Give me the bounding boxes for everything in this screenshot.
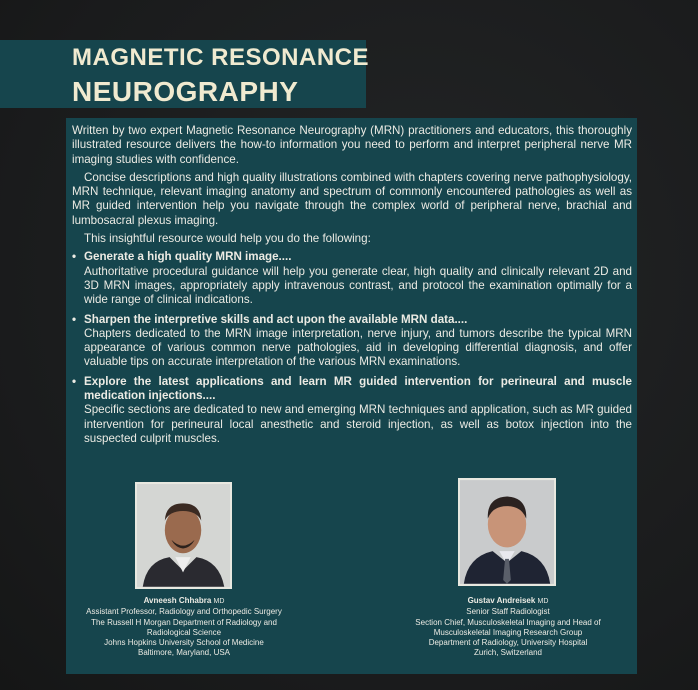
author-photo-chhabra [135,482,232,589]
bullet-heading: Generate a high quality MRN image.... [84,250,292,264]
person-portrait-icon [460,480,554,584]
author-affiliation-line: Musculoskeletal Imaging Research Group [433,627,583,637]
bullet-icon: • [72,250,77,264]
author-affiliation-line: Johns Hopkins University School of Medicine [104,638,264,648]
title-line-2: NEUROGRAPHY [72,76,299,107]
author-affiliation-line: Senior Staff Radiologist [466,607,550,617]
bullet-icon: • [72,312,77,326]
author-degree: MD [537,598,549,605]
description-text [72,124,632,450]
bullet-text: Specific sections are dedicated to new and emerging MRN techniques and application, such as MR guided intervention for perineural local anesthetic and steroid injection, as well as botox injection into the suspected culprit muscles. [84,403,632,445]
bullet-icon: • [72,374,77,388]
bullet-heading: Explore the latest applications and learn MR guided intervention for perineural and muscle medication injections.... [84,374,632,403]
intro-paragraph-3: This insightful resource would help you do the following: [84,232,371,246]
author-degree: MD [213,598,225,605]
bullet-text: Chapters dedicated to the MRN image interpretation, nerve injury, and tumors describe the typical MRN appearance of various common nerve pathologies, aid in developing differential diagnosis, and offer valuable tips on accurate interpretation of the various MRN examinations. [84,326,632,369]
title-line-1: MAGNETIC RESONANCE [72,44,370,71]
author-affiliation-line: Assistant Professor, Radiology and Orthopedic Surgery [86,607,282,617]
author-affiliation-line: Baltimore, Maryland, USA [137,648,231,658]
intro-paragraph-2: Concise descriptions and high quality illustrations combined with chapters covering nerve pathophysiology, MRN technique, relevant imaging anatomy and spectrum of commonly encountered pathologies as well as MR guided intervention help you navigate through the complex world of peripheral nerve, brachial and lumbosacral plexus imaging. [72,170,632,227]
author-affiliation-line: Radiological Science [146,627,222,637]
person-portrait-icon [137,484,230,587]
bullet-item-1 [72,250,632,311]
author-affiliation-line: The Russell H Morgan Department of Radiology and [91,617,277,627]
author-name: Avneesh Chhabra [143,596,212,605]
author-name: Gustav Andreisek [467,596,536,605]
author-affiliation-line: Department of Radiology, University Hospital [428,638,588,648]
bullet-heading: Sharpen the interpretive skills and act upon the available MRN data.... [84,312,468,326]
bullet-text: Authoritative procedural guidance will help you generate clear, high quality and clinically relevant 2D and 3D MRN images, appropriately apply intravenous contrast, and protocol the examination optimally for a wide range of clinical indications. [84,264,632,307]
bullet-item-2 [72,313,632,374]
author-photo-andreisek [458,478,556,586]
bullet-item-3 [72,375,632,450]
author-affiliation-line: Section Chief, Musculoskeletal Imaging and Head of [415,617,601,627]
author-caption-andreisek [405,596,611,659]
intro-paragraph-1: Written by two expert Magnetic Resonance Neurography (MRN) practitioners and educators, this thoroughly illustrated resource delivers the how-to information you need to perform and interpret peripheral nerve MR imaging studies with confidence. [72,124,632,166]
author-affiliation-line: Zurich, Switzerland [473,648,543,658]
author-caption-chhabra [84,596,284,659]
